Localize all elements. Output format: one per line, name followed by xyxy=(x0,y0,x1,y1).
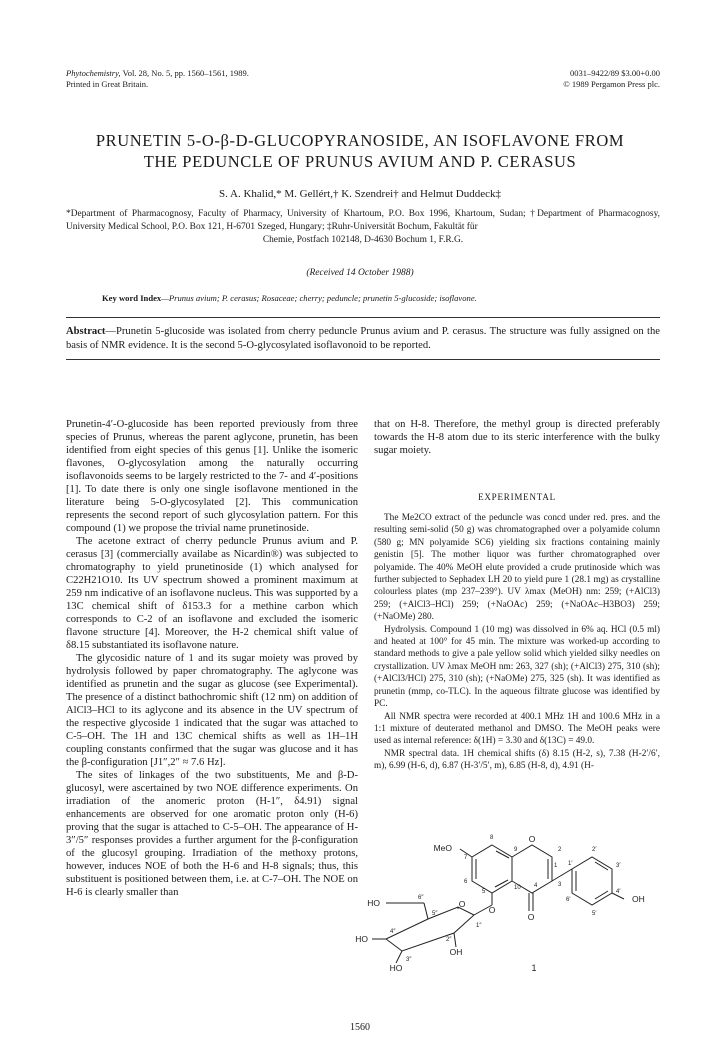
paragraph-noe: The sites of linkages of the two substituents, Me and β-D-glucosyl, were ascertained by two NOE difference experiments. On irradiation of the anomeric proton (H-1″, δ4.91) signal enhancements are observed for one aromatic proton only (H-6) proving that the sugar is attached to C-5–OH. The appearance of H-3″/5″ responses provides a further argument for the β-configuration of the glucosyl grouping. Irradiation of the methoxy protons, however, induces NOE of both the H-6 and H-8 signals; thus, this substituent is positioned between them, i.e. at C-7–OH. The NOE on H-6 is clearly smaller than xyxy=(66,770,358,898)
label-ho-6pp: HO xyxy=(367,898,380,908)
experimental-nmr-conditions: All NMR spectra were recorded at 400.1 MHz 1H and 100.6 MHz in a 1:1 mixture of deuterated methanol and DMSO. The MeOH peaks were used as internal reference: δ(1H) = 3.30 and δ(13C) = 49.0. xyxy=(374,711,660,747)
num-5: 5 xyxy=(482,889,486,895)
journal-volume: Vol. 28, No. 5, pp. 1560–1561, 1989. xyxy=(122,68,249,78)
num-5pp: 5″ xyxy=(432,911,438,917)
num-2: 2 xyxy=(558,847,562,853)
num-6p: 6′ xyxy=(566,897,571,903)
label-o-pyranose: O xyxy=(458,899,466,909)
label-ho-3pp: HO xyxy=(389,963,403,973)
num-1: 1 xyxy=(554,863,558,869)
affiliation-last-line: Chemie, Postfach 102148, D-4630 Bochum 1, F.R.G. xyxy=(262,235,464,245)
experimental-nmr-data: NMR spectral data. 1H chemical shifts (δ) 8.15 (H-2, s), 7.38 (H-2′/6′, m), 6.99 (H-6, d), 6.87 (H-3′/5′, m), 6.85 (H-8, d), 4.91 (H- xyxy=(374,748,660,772)
label-oh-4p: OH xyxy=(632,894,645,904)
paragraph-glycoside: The glycosidic nature of 1 and its sugar moiety was proved by hydrolysis followed by paper chromatography. The aglycone was identified as prunetin and the sugar as glucose (see Experimental). The presence of a distinct bathochromic shift (12 nm) on addition of AlCl3–HCl to its aglycone and its absence in the UV spectrum of the respective glycoside 1 indicated that the sugar was attached to C-5–OH. The 1H and 13C chemical shifts as well as 1H–1H coupling constants confirmed that the sugar was glucose and it has the β-configuration [J1″,2″ ≈ 7.6 Hz]. xyxy=(66,653,358,768)
num-2pp: 2″ xyxy=(446,937,452,943)
label-oh-2pp: OH xyxy=(449,947,463,957)
title-line-2: THE PEDUNCLE OF PRUNUS AVIUM AND P. CERASUS xyxy=(143,152,577,171)
num-3pp: 3″ xyxy=(406,957,412,963)
journal-header-left xyxy=(66,68,249,90)
num-10: 10 xyxy=(514,885,521,891)
affiliations xyxy=(66,208,660,247)
affiliation-text: *Department of Pharmacognosy, Faculty of Pharmacy, University of Khartoum, P.O. Box 1996, Khartoum, Sudan; †Department of Pharmacognosy, University Medical School, P.O. Box 121, H-6701 Szeged, Hungary; ‡Ruhr-Universität Bochum, Fakultät für xyxy=(66,209,660,232)
page-number: 1560 xyxy=(350,1022,370,1033)
experimental-hydrolysis: Hydrolysis. Compound 1 (10 mg) was dissolved in 6% aq. HCl (0.5 ml) and heated at 100° for 45 min. The mixture was worked-up according to standard methods to give a pale yellow solid which yielded silky needles on crystallization. UV λmax MeOH nm: 263, 327 (sh); (+AlCl3) 275, 310 (sh); (+AlCl3/HCl) 275, 310 (sh); (+NaOMe) 275, 325 (sh). It was identified as prunetin (mmp, co-TLC). In the aqueous filtrate glucose was identified by PC. xyxy=(374,624,660,710)
label-o-glycosidic: O xyxy=(488,905,496,915)
experimental-body xyxy=(374,512,660,773)
label-meo: MeO xyxy=(433,843,452,853)
left-column xyxy=(66,418,358,899)
section-heading-experimental: EXPERIMENTAL xyxy=(478,492,556,502)
structure-bonds xyxy=(372,845,624,963)
structure-numbering xyxy=(390,835,621,963)
keyword-index xyxy=(102,293,622,303)
num-6: 6 xyxy=(464,879,468,885)
num-2p: 2′ xyxy=(592,847,597,853)
label-o-ring: O xyxy=(528,834,536,844)
received-date: (Received 14 October 1988) xyxy=(306,268,414,278)
journal-name: Phytochemistry, xyxy=(66,68,121,78)
num-5p: 5′ xyxy=(592,911,597,917)
right-column-intro: that on H-8. Therefore, the methyl group is directed preferably towards the H-8 atom due to its steric interference with the bulky sugar moiety. xyxy=(374,419,660,456)
abstract-label: Abstract xyxy=(66,326,106,337)
paragraph-intro: Prunetin-4′-O-glucoside has been reported previously from three species of Prunus, whereas the parent aglycone, prunetin, has been identified from eight species of this genus [1]. Unlike the isomeric flavones, O-glycosylation among the naturally occurring isoflavonoids seems to be largely restricted to the 7- and 4′-positions [1]. To date there is only one single isoflavone mentioned in the literature being 5-O-glycosylated [2]. This communication represents the second report of such glycosylation pattern. For this compound (1) we propose the trivial name prunetinoside. xyxy=(66,419,358,534)
abstract-text: —Prunetin 5-glucoside was isolated from cherry peduncle Prunus avium and P. cerasus. The structure was fully assigned on the basis of NMR evidence. It is the second 5-O-glycosylated isoflavonoid to be reported. xyxy=(66,326,660,351)
author-list: S. A. Khalid,* M. Gellért,† K. Szendrei† and Helmut Duddeck‡ xyxy=(219,188,501,200)
keywords-text: —Prunus avium; P. cerasus; Rosaceae; cherry; peduncle; prunetin 5-glucoside; isoflavone. xyxy=(161,293,477,303)
num-6pp: 6″ xyxy=(418,895,424,901)
num-4: 4 xyxy=(534,883,538,889)
num-1pp: 1″ xyxy=(476,923,482,929)
abstract-top-rule xyxy=(66,317,660,318)
prunetinoside-structure-diagram xyxy=(355,795,662,1020)
glucose-ring xyxy=(386,907,474,951)
issn-code: 0031–9422/89 $3.00+0.00 xyxy=(569,68,660,78)
ring-a xyxy=(472,845,512,893)
abstract xyxy=(66,325,660,353)
num-9: 9 xyxy=(514,847,518,853)
compound-number: 1 xyxy=(531,963,537,973)
num-4pp: 4″ xyxy=(390,929,396,935)
label-o-carbonyl: O xyxy=(527,912,535,922)
label-ho-4pp: HO xyxy=(355,934,368,944)
keywords-label: Key word Index xyxy=(102,293,162,303)
paragraph-extract: The acetone extract of cherry peduncle Prunus avium and P. cerasus [3] (commercially availabe as Nicardin®) was subjected to chromatography to yield prunetinoside (1) which analysed for C22H21O10. Its UV spectrum showed a prominent maximum at 259 nm indicative of an isoflavone nucleus. This was supported by a 13C chemical shift of δ153.3 for a methine carbon which corresponds to C-2 of an isoflavone and excluded the isomeric flavone structure [4]. Moreover, the H-2 chemical shift value of δ8.15 substantiated its isoflavone nature. xyxy=(66,536,358,651)
num-8: 8 xyxy=(490,835,494,841)
journal-header-right xyxy=(563,68,660,90)
num-3p: 3′ xyxy=(616,863,621,869)
num-1p: 1′ xyxy=(568,861,573,867)
printed-in: Printed in Great Britain. xyxy=(66,79,149,89)
copyright: © 1989 Pergamon Press plc. xyxy=(563,79,660,89)
title-line-1: PRUNETIN 5-O-β-D-GLUCOPYRANOSIDE, AN ISOFLAVONE FROM xyxy=(95,131,625,150)
num-3: 3 xyxy=(558,882,562,888)
num-4p: 4′ xyxy=(616,889,621,895)
num-7: 7 xyxy=(464,855,468,861)
article-title xyxy=(60,130,660,172)
ring-b xyxy=(572,857,612,905)
experimental-extraction: The Me2CO extract of the peduncle was concd under red. pres. and the resulting semi-solid (50 g) was chromatographed over a polyamide column (580 g; MN polyamide SC6) yielding six fractions containing mainly genistin [5]. The mother liquor was further chromatographed over polyamide. The 40% MeOH elute provided a crude prutinoside which was further subjected to Sephadex LH 20 to yield pure 1 (28.1 mg) as crystalline colourless plates (mp 237–239°). UV λmax (MeOH) nm: 259; (+AlCl3) 259; (+AlCl3–HCl) 259; (+NaOAc) 259; (+NaOAc–H3BO3) 259; (+NaOMe) 280. xyxy=(374,513,660,623)
abstract-bottom-rule xyxy=(66,359,660,360)
